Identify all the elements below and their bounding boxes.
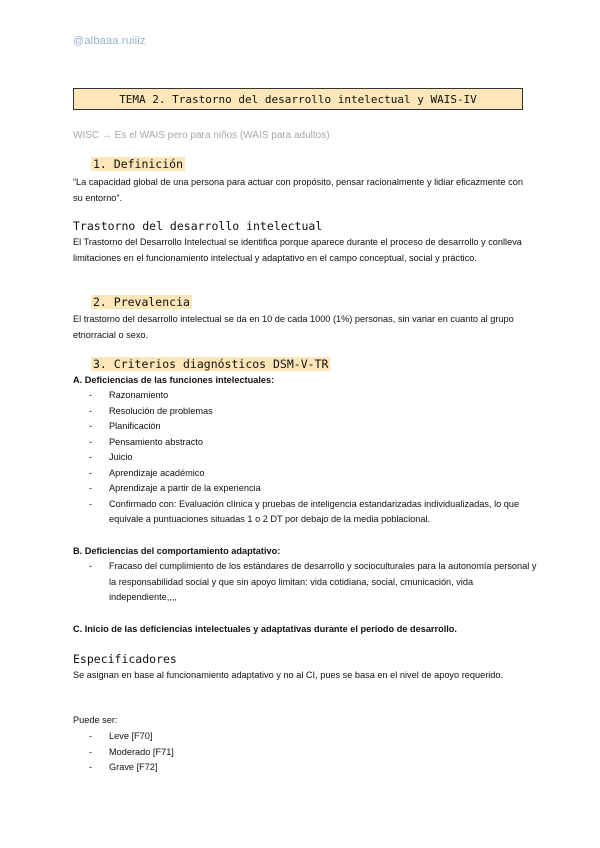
puede-ser-label: Puede ser: xyxy=(73,715,118,725)
list-item: - Planificación xyxy=(89,421,161,431)
page-title: TEMA 2. Trastorno del desarrollo intelectual y WAIS-IV xyxy=(73,88,523,110)
list-item: - Resolución de problemas xyxy=(89,405,213,416)
criterio-c-title: C. Inicio de las deficiencias intelectuales y adaptativas durante el período de desarrollo. xyxy=(73,624,457,634)
definicion-text: “La capacidad global de una persona para actuar con propósito, pensar racionalmente y lidiar eficazmente con su entorno”. xyxy=(73,177,523,203)
subheading-trastorno: Trastorno del desarrollo intelectual xyxy=(73,219,323,233)
list-item: - Confirmado con: Evaluación clínica y pruebas de inteligencia estandarizadas individualizadas, lo que equivale a puntuaciones situadas 1 o 2 DT por debajo de la media poblacional. xyxy=(89,498,520,524)
criterio-a-list xyxy=(89,388,539,528)
criterio-a-title: A. Deficiencias de las funciones intelectuales: xyxy=(73,375,275,385)
section-heading-prevalencia: 2. Prevalencia xyxy=(93,295,190,309)
subheading-especificadores: Especificadores xyxy=(73,652,177,666)
list-item: - Razonamiento xyxy=(89,390,169,400)
list-item: - Aprendizaje a partir de la experiencia xyxy=(89,483,261,493)
criterio-b-list xyxy=(89,559,539,606)
author-watermark: @albaaa.ruiiiz xyxy=(73,35,146,47)
list-item: - Fracaso del cumplimiento de los estándares de desarrollo y socioculturales para la autonomía personal y la responsabilidad social y que sin apoyo limitan: vida cotidiana, social, cmunicación, vida independiente,,,, xyxy=(89,561,537,602)
especificadores-list xyxy=(89,729,539,776)
section-heading-definicion: 1. Definición xyxy=(93,157,184,171)
list-item: - Pensamiento abstracto xyxy=(89,436,203,447)
trastorno-text: El Trastorno del Desarrollo Intelectual se identifica porque aparece durante el proceso de desarrollo y conlleva limitaciones en el funcionamiento intelectual y adaptativo en el campo conceptual, social y práctico. xyxy=(73,237,522,263)
list-item: - Juicio xyxy=(89,452,133,462)
prevalencia-text: El trastorno del desarrollo intelectual se da en 10 de cada 1000 (1%) personas, sin variar en cuanto al grupo etnorracial o sexo. xyxy=(73,314,514,340)
list-item: - Grave [F72] xyxy=(89,762,158,772)
list-item: - Moderado [F71] xyxy=(89,746,174,757)
criterio-b-title: B. Deficiencias del comportamiento adaptativo: xyxy=(73,546,281,556)
section-heading-criterios: 3. Criterios diagnósticos DSM-V-TR xyxy=(93,357,329,371)
especificadores-text: Se asignan en base al funcionamiento adaptativo y no al CI, pues se basa en el nivel de apoyo requerido. xyxy=(73,670,504,680)
subtitle-note: WISC → Es el WAIS pero para niños (WAIS para adultos) xyxy=(73,130,330,141)
list-item: - Aprendizaje académico xyxy=(89,467,205,478)
list-item: - Leve [F70] xyxy=(89,731,153,741)
